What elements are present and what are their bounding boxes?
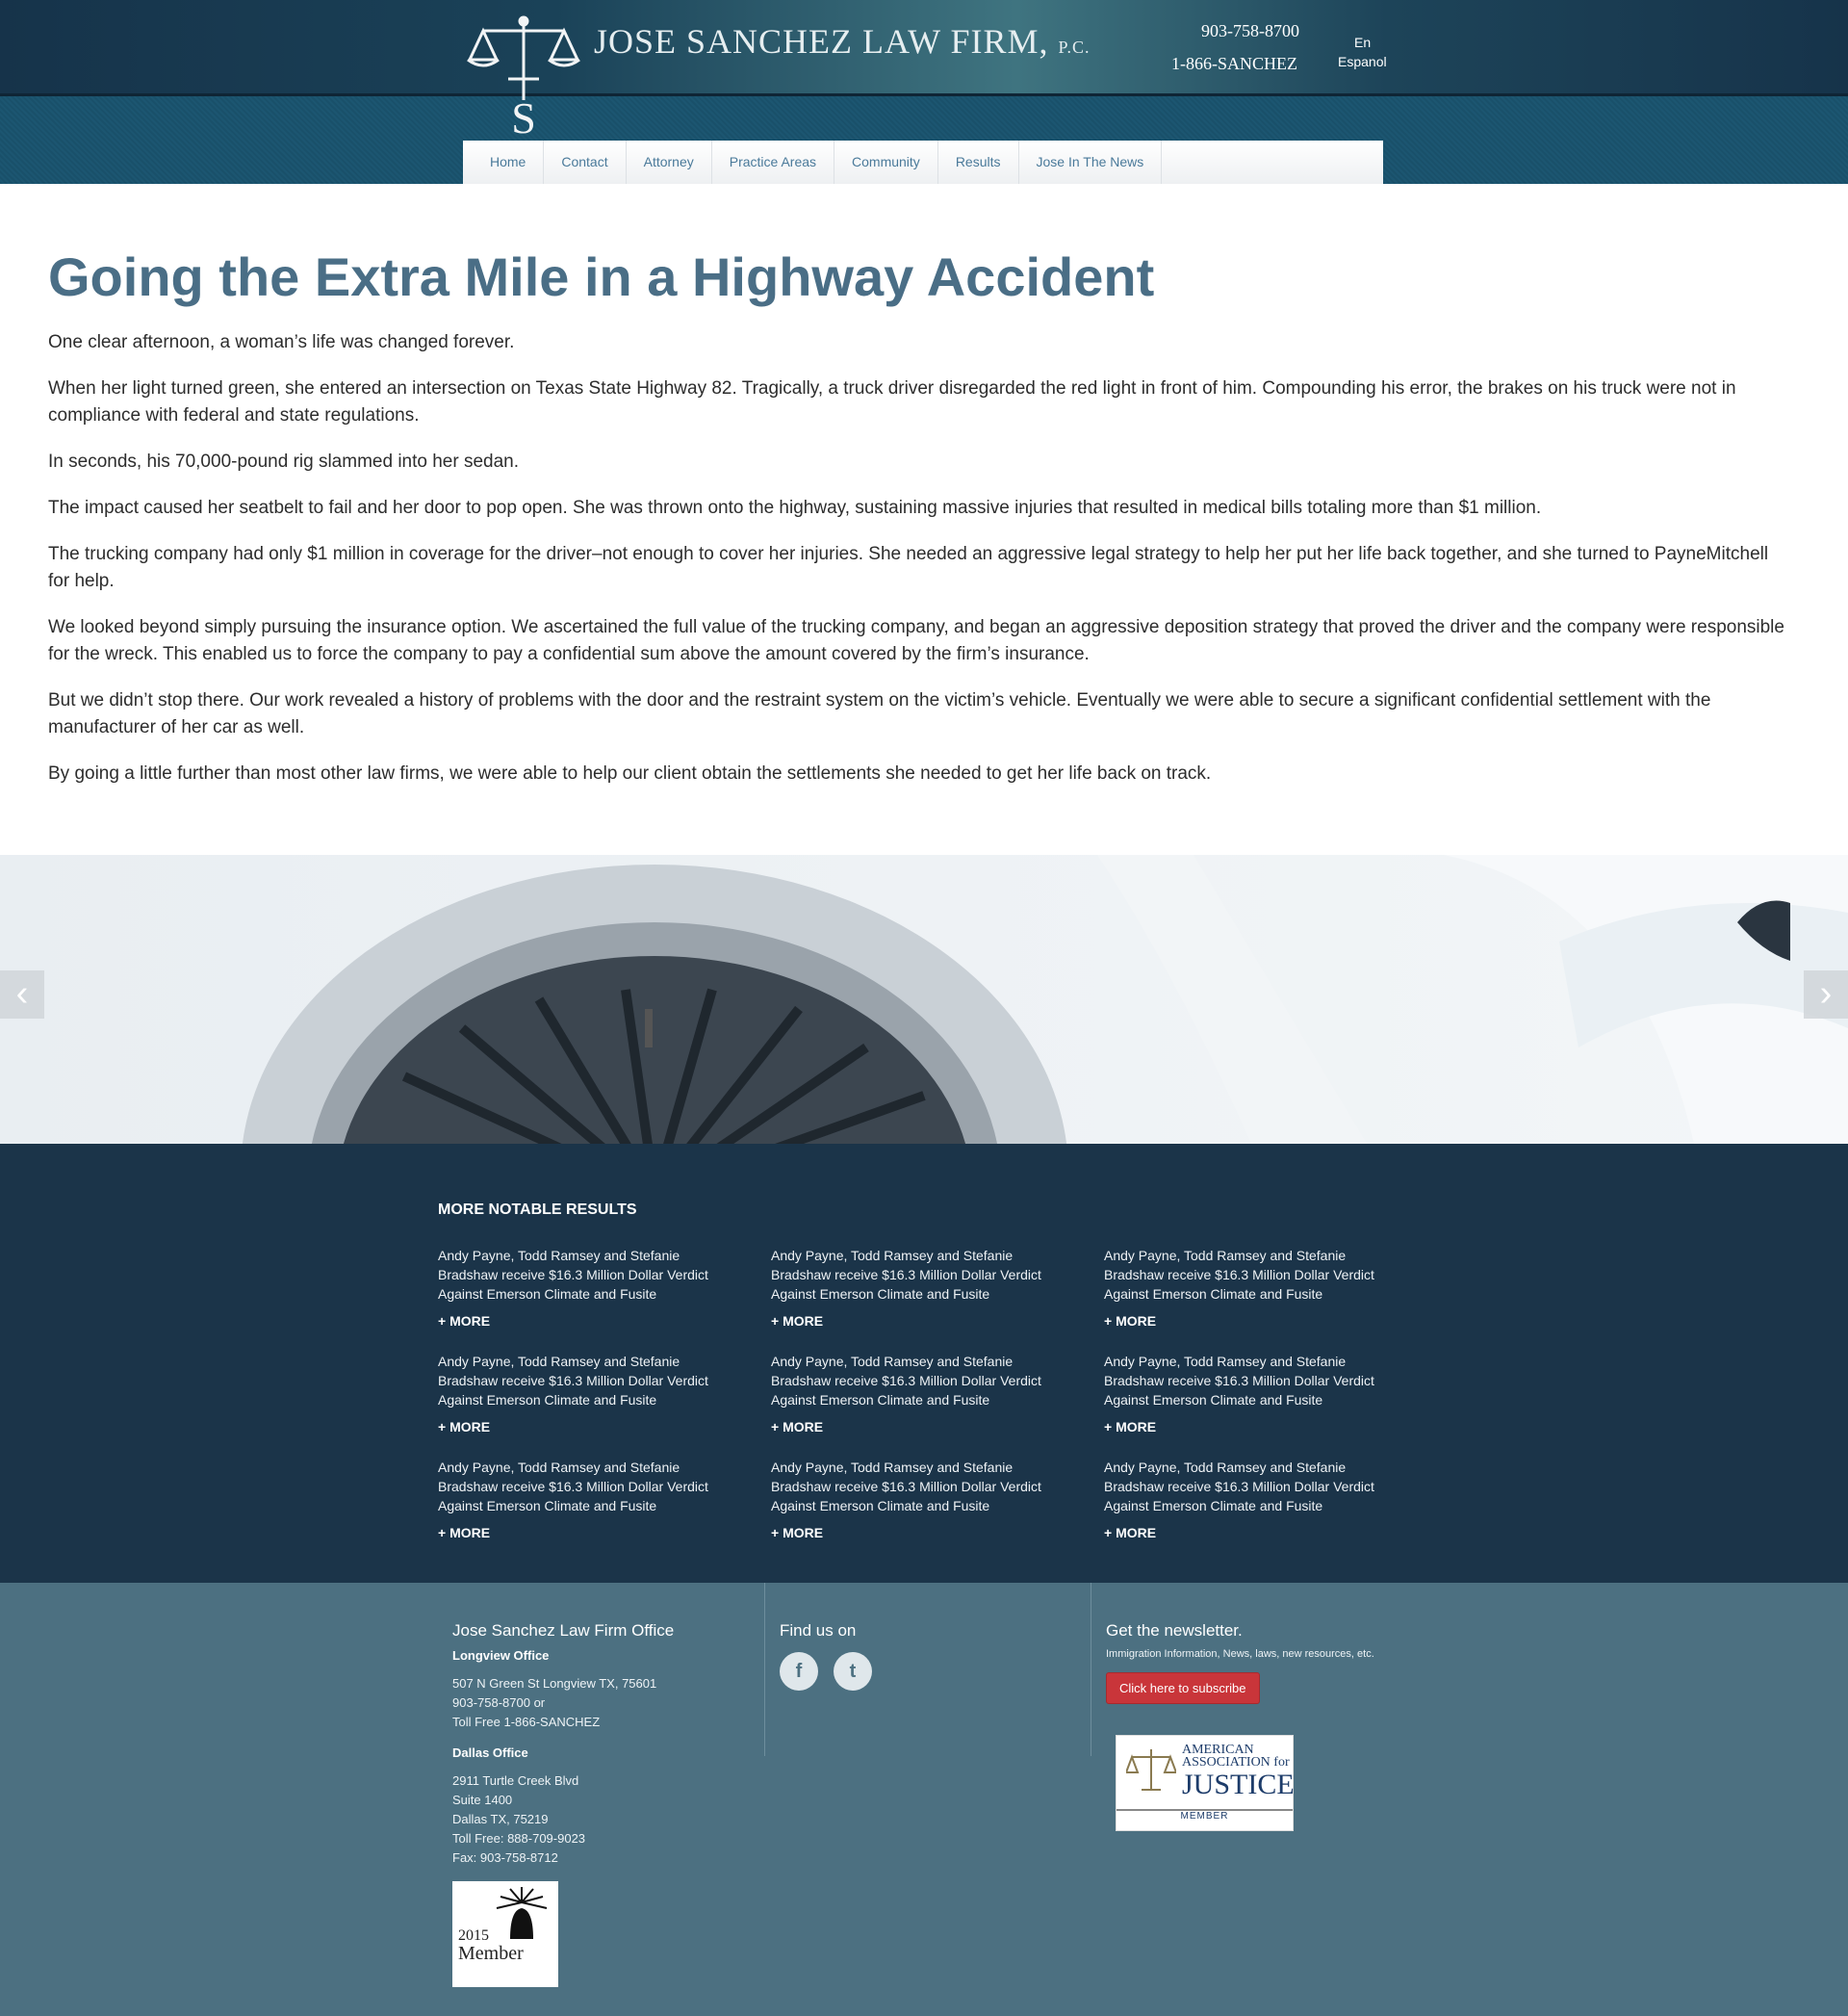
footer-divider (764, 1583, 765, 1756)
statue-of-liberty-icon (491, 1885, 552, 1939)
aaj-scales-icon (1126, 1745, 1176, 1796)
slider-next-chevron-icon[interactable]: › (1804, 970, 1848, 1019)
language-english-link[interactable]: En (1354, 35, 1372, 50)
main-nav (463, 141, 1383, 184)
result-more-link[interactable]: + MORE (771, 1525, 824, 1540)
result-text: Andy Payne, Todd Ramsey and Stefanie Bradshaw receive $16.3 Million Dollar Verdict Against Emerson Climate and Fusite (438, 1248, 708, 1302)
notable-results-section (0, 1144, 1848, 1583)
result-more-link[interactable]: + MORE (438, 1313, 491, 1329)
newsletter-heading: Get the newsletter. (1106, 1621, 1243, 1640)
dallas-heading: Dallas Office (452, 1745, 528, 1760)
aaj-line-american: AMERICAN (1182, 1743, 1254, 1757)
phone-local[interactable]: 903-758-8700 (1201, 21, 1299, 40)
dallas-street: 2911 Turtle Creek Blvd (452, 1773, 579, 1788)
scales-of-justice-icon[interactable] (466, 13, 581, 139)
aaj-justice-text: JUSTICE (1182, 1769, 1295, 1800)
result-item (1104, 1352, 1393, 1436)
article-paragraph: The trucking company had only $1 million in coverage for the driver–not enough to cover her injuries. She needed an aggressive legal strategy to help her put her life back together, and she turned to PayneMitchell for help. (48, 544, 1769, 591)
result-text: Andy Payne, Todd Ramsey and Stefanie Bradshaw receive $16.3 Million Dollar Verdict Against Emerson Climate and Fusite (771, 1354, 1041, 1408)
result-item (771, 1352, 1060, 1436)
longview-toll-free[interactable]: Toll Free 1-866-SANCHEZ (452, 1715, 601, 1729)
article-paragraph: We looked beyond simply pursuing the insurance option. We ascertained the full value of the trucking company, and began an aggressive deposition strategy that proved the driver and the company were responsible for the wreck. This enabled us to force the company to pay a confidential sum above the amount covered by the firm’s insurance. (48, 617, 1784, 664)
firm-logo-text[interactable] (594, 21, 1091, 62)
article-paragraph: When her light turned green, she entered an intersection on Texas State Highway 82. Tragically, a truck driver disregarded the red light in front of him. Compounding his error, the brakes on his truck were not in compliance with federal and state regulations. (48, 378, 1736, 426)
office-heading: Jose Sanchez Law Firm Office (452, 1621, 675, 1640)
result-item (438, 1458, 727, 1542)
jet-engine-image (0, 855, 1848, 1144)
result-more-link[interactable]: + MORE (1104, 1313, 1157, 1329)
dallas-city: Dallas TX, 75219 (452, 1812, 549, 1826)
dallas-toll-free[interactable]: Toll Free: 888-709-9023 (452, 1831, 586, 1846)
nav-contact[interactable]: Contact (544, 141, 626, 184)
article-paragraph: But we didn’t stop there. Our work revealed a history of problems with the door and the restraint system on the victim’s vehicle. Eventually we were able to secure a significant confidential settlement with the manufacturer of her car as well. (48, 690, 1711, 737)
article-title: Going the Extra Mile in a Highway Accident (48, 246, 1155, 307)
results-title: MORE NOTABLE RESULTS (438, 1202, 637, 1218)
site-footer (0, 1583, 1848, 2016)
result-text: Andy Payne, Todd Ramsey and Stefanie Bradshaw receive $16.3 Million Dollar Verdict Against Emerson Climate and Fusite (771, 1460, 1041, 1513)
result-more-link[interactable]: + MORE (438, 1419, 491, 1434)
nav-attorney[interactable]: Attorney (627, 141, 712, 184)
article-paragraph: The impact caused her seatbelt to fail and her door to pop open. She was thrown onto the highway, sustaining massive injuries that resulted in medical bills totaling more than $1 million. (48, 498, 1542, 518)
result-text: Andy Payne, Todd Ramsey and Stefanie Bradshaw receive $16.3 Million Dollar Verdict Against Emerson Climate and Fusite (771, 1248, 1041, 1302)
result-item (771, 1246, 1060, 1331)
firm-suffix: P.C. (1058, 38, 1091, 57)
article-paragraph: In seconds, his 70,000-pound rig slammed into her sedan. (48, 452, 520, 472)
result-text: Andy Payne, Todd Ramsey and Stefanie Bradshaw receive $16.3 Million Dollar Verdict Against Emerson Climate and Fusite (1104, 1460, 1374, 1513)
longview-phone[interactable]: 903-758-8700 or (452, 1695, 546, 1710)
article (48, 246, 1790, 807)
result-more-link[interactable]: + MORE (1104, 1419, 1157, 1434)
aaj-title-text (1182, 1744, 1290, 1769)
result-item (1104, 1246, 1393, 1331)
aaj-member-text: MEMBER (1116, 1809, 1293, 1822)
result-item (438, 1352, 727, 1436)
nav-home[interactable]: Home (473, 141, 544, 184)
site-header (0, 0, 1848, 184)
result-more-link[interactable]: + MORE (1104, 1525, 1157, 1540)
phone-toll-free[interactable]: 1-866-SANCHEZ (1171, 54, 1297, 73)
result-item (438, 1246, 727, 1331)
subscribe-button[interactable]: Click here to subscribe (1106, 1672, 1260, 1704)
longview-address: 507 N Green St Longview TX, 75601 (452, 1676, 657, 1691)
aaj-member-badge[interactable] (1116, 1735, 1294, 1831)
dallas-suite: Suite 1400 (452, 1793, 513, 1807)
article-paragraph: By going a little further than most other law firms, we were able to help our client obtain the settlements she needed to get her life back on track. (48, 763, 1212, 784)
social-links (780, 1652, 1068, 1691)
nav-practice-areas[interactable]: Practice Areas (712, 141, 834, 184)
result-item (771, 1458, 1060, 1542)
footer-social (780, 1583, 1068, 1691)
twitter-icon[interactable]: t (834, 1652, 872, 1691)
nav-jose-in-the-news[interactable]: Jose In The News (1019, 141, 1163, 184)
dallas-fax: Fax: 903-758-8712 (452, 1850, 558, 1865)
svg-text:S: S (511, 93, 536, 139)
nav-community[interactable]: Community (834, 141, 938, 184)
aila-2015-member-badge[interactable] (452, 1881, 558, 1987)
slider-prev-chevron-icon[interactable]: ‹ (0, 970, 44, 1019)
result-more-link[interactable]: + MORE (771, 1313, 824, 1329)
result-text: Andy Payne, Todd Ramsey and Stefanie Bradshaw receive $16.3 Million Dollar Verdict Against Emerson Climate and Fusite (1104, 1354, 1374, 1408)
longview-heading: Longview Office (452, 1648, 550, 1663)
result-more-link[interactable]: + MORE (438, 1525, 491, 1540)
article-paragraph: One clear afternoon, a woman’s life was changed forever. (48, 332, 515, 352)
find-us-heading: Find us on (780, 1621, 857, 1640)
result-text: Andy Payne, Todd Ramsey and Stefanie Bradshaw receive $16.3 Million Dollar Verdict Against Emerson Climate and Fusite (1104, 1248, 1374, 1302)
firm-name: JOSE SANCHEZ LAW FIRM, (594, 22, 1049, 61)
result-item (1104, 1458, 1393, 1542)
result-text: Andy Payne, Todd Ramsey and Stefanie Bradshaw receive $16.3 Million Dollar Verdict Against Emerson Climate and Fusite (438, 1354, 708, 1408)
result-text: Andy Payne, Todd Ramsey and Stefanie Bradshaw receive $16.3 Million Dollar Verdict Against Emerson Climate and Fusite (438, 1460, 708, 1513)
aaj-line-association: ASSOCIATION for (1182, 1755, 1290, 1770)
newsletter-description: Immigration Information, News, laws, new resources, etc. (1106, 1648, 1374, 1660)
nav-results[interactable]: Results (938, 141, 1019, 184)
badge-member-text: Member (458, 1943, 524, 1964)
facebook-icon[interactable]: f (780, 1652, 818, 1691)
footer-offices (452, 1583, 751, 1868)
language-spanish-link[interactable]: Espanol (1338, 54, 1387, 69)
footer-newsletter (1106, 1583, 1395, 1704)
result-more-link[interactable]: + MORE (771, 1419, 824, 1434)
hero-slider (0, 855, 1848, 1144)
badge-year: 2015 (458, 1927, 489, 1944)
